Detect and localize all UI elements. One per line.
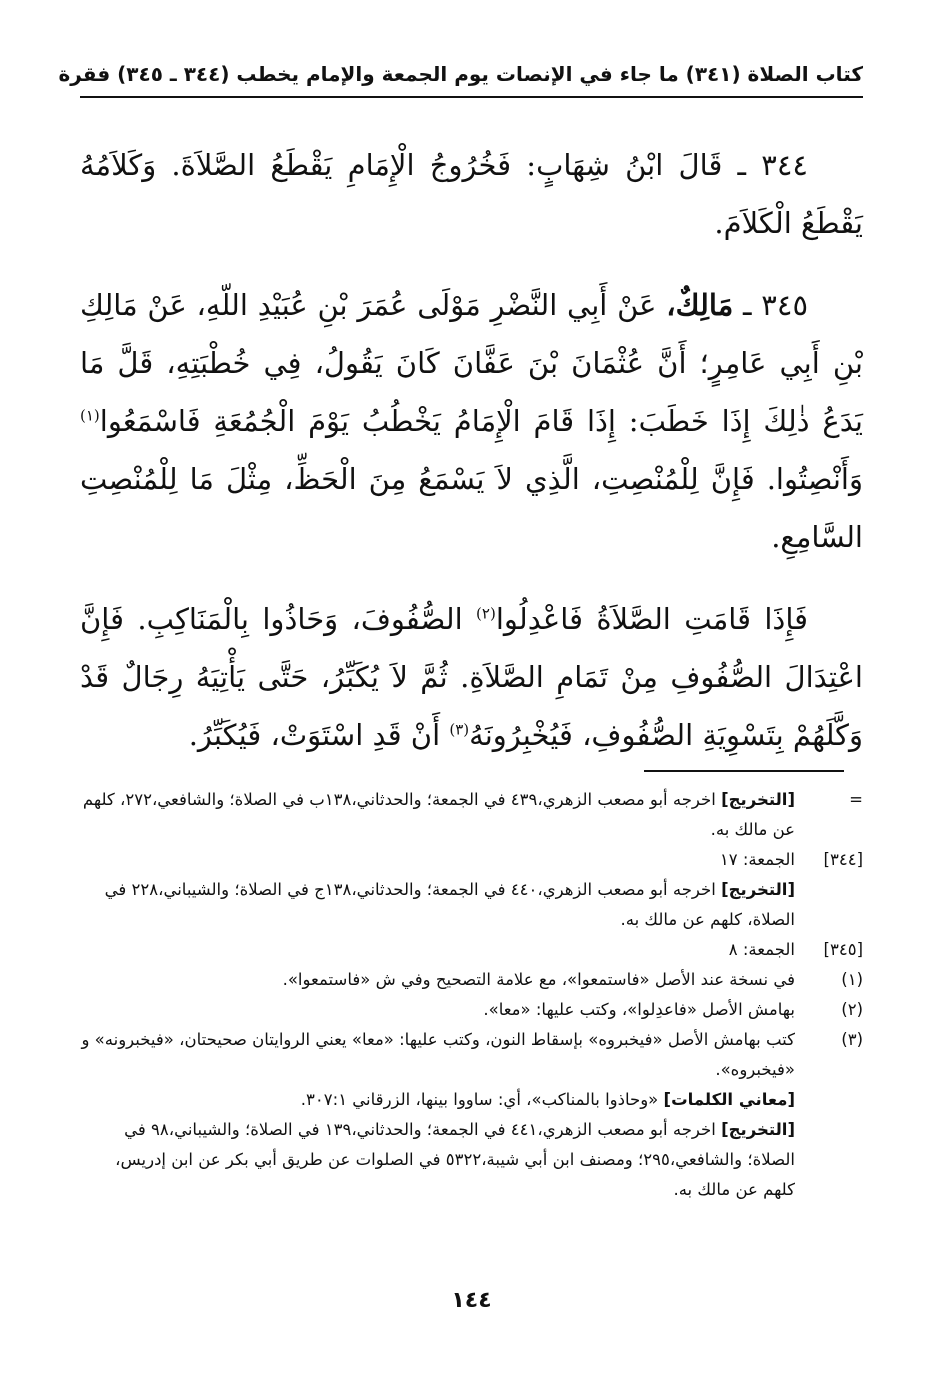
footnote-344-mark: [٣٤٤]: [823, 850, 863, 869]
footnote-3: [80, 1025, 863, 1085]
footnote-3-text: كتب بهامش الأصل «فيخبروه» بإسقاط النون، وكتب عليها: «معا» يعني الروايتان صحيحتان، «فيخبرونه» و «فيخبروه».: [81, 1030, 795, 1079]
takhrij-label: [التخريج]: [721, 790, 795, 809]
header-divider: [80, 96, 863, 98]
main-text: [80, 136, 863, 764]
hadith-number: ٣٤٥ ـ: [743, 288, 809, 322]
page-number: ١٤٤: [451, 1288, 492, 1313]
takhrij-label: [التخريج]: [721, 880, 795, 899]
footnote-2-mark: (٢): [841, 1000, 863, 1019]
footnote-ref-3[interactable]: (٣): [449, 720, 470, 739]
takhrij-text: اخرجه أبو مصعب الزهري،٤٤٠ في الجمعة؛ والحدثاني،١٣٨ج في الصلاة؛ والشيباني،٢٢٨ في الصلاة، كلهم عن مالك به.: [104, 880, 795, 929]
footnote-345-text: الجمعة: ٨: [728, 940, 795, 959]
continuation-mark: =: [849, 790, 863, 809]
footnote-345-mark: [٣٤٥]: [823, 940, 863, 959]
footnote-344-takhrij: [80, 875, 863, 935]
footnote-344: [80, 845, 863, 875]
footnote-345: [80, 935, 863, 965]
paragraph-345: [80, 276, 863, 566]
word-meanings-label: [معاني الكلمات]: [663, 1090, 795, 1109]
footnote-2-text: بهامش الأصل «فاعدِلوا»، وكتب عليها: «معا».: [483, 1000, 795, 1019]
footnote-ref-1[interactable]: (١): [80, 406, 100, 425]
paragraph-344: ٣٤٤ ـ قَالَ ابْنُ شِهَابٍ: فَخُرُوجُ الْإِمَامِ يَقْطَعُ الصَّلاَةَ. وَكَلاَمُهُ يَقْطَعُ الْكَلاَمَ.: [80, 148, 863, 240]
footnote-1-mark: (١): [841, 970, 863, 989]
takhrij-text: اخرجه أبو مصعب الزهري،٤٤١ في الجمعة؛ والحدثاني،١٣٩ في الصلاة؛ والشيباني،٩٨ في الصلاة؛ والشافعي،٢٩٥؛ ومصنف ابن أبي شيبة،٥٣٢٢ في الصلوات عن طريق أبي بكر عن ابن إدريس، كلهم عن مالك به.: [115, 1120, 795, 1199]
footnote-344-text: الجمعة: ١٧: [719, 850, 795, 869]
footnote-ref-2[interactable]: (٢): [476, 604, 496, 623]
hadith-text-e: أَنْ قَدِ اسْتَوَتْ، فَيُكَبِّرُ.: [188, 718, 441, 752]
footnote-2: [80, 995, 863, 1025]
footnote-3-mark: (٣): [841, 1030, 863, 1049]
running-header: كتاب الصلاة (٣٤١) ما جاء في الإنصات يوم الجمعة والإمام يخطب (٣٤٤ ـ ٣٤٥) فقرة: [58, 62, 863, 86]
takhrij-text: اخرجه أبو مصعب الزهري،٤٣٩ في الجمعة؛ والحدثاني،١٣٨ب في الصلاة؛ والشافعي،٢٧٢، كلهم عن مالك به.: [82, 790, 795, 839]
narrator-name: مَالِكٌ،: [666, 288, 734, 322]
footnote-divider: [644, 770, 844, 772]
hadith-text-c: فَإِذَا قَامَتِ الصَّلاَةُ فَاعْدِلُوا: [495, 602, 809, 636]
hadith-text-d: الصُّفُوفَ، وَحَاذُوا بِالْمَنَاكِبِ. فَإِنَّ اعْتِدَالَ الصُّفُوفِ مِنْ تَمَامِ الصَّلاَةِ. ثُمَّ لاَ يُكَبِّرُ، حَتَّى يَأْتِيَهُ رِجَالٌ قَدْ وَكَّلَهُمْ بِتَسْوِيَةِ الصُّفُوفِ، فَيُخْبِرُونَهُ: [80, 602, 863, 752]
footnote-1: [80, 965, 863, 995]
footnote-345-takhrij: [80, 1115, 863, 1205]
footnotes-section: [80, 785, 863, 1205]
paragraph-345-continued: [80, 590, 863, 764]
hadith-text-b: وَأَنْصِتُوا. فَإِنَّ لِلْمُنْصِتِ، الَّذِي لاَ يَسْمَعُ مِنَ الْحَظِّ، مِثْلَ مَا لِلْمُنْصِتِ السَّامِعِ.: [80, 462, 863, 554]
hadith-text-a: عَنْ أَبِي النَّضْرِ مَوْلَى عُمَرَ بْنِ عُبَيْدِ اللّهِ، عَنْ مَالِكِ بْنِ أَبِي عَامِرٍ؛ أَنَّ عُثْمَانَ بْنَ عَفَّانَ كَانَ يَقُولُ، فِي خُطْبَتِهِ، قَلَّ مَا يَدَعُ ذٰلِكَ إِذَا خَطَبَ: إِذَا قَامَ الْإِمَامُ يَخْطُبُ يَوْمَ الْجُمُعَةِ فَاسْمَعُوا: [80, 288, 863, 438]
word-meanings-text: «وحاذوا بالمناكب»، أي: ساووا بينها، الزرقاني ٣٠٧:١.: [300, 1090, 659, 1109]
word-meanings: [80, 1085, 863, 1115]
takhrij-label: [التخريج]: [721, 1120, 795, 1139]
footnote-continuation: [80, 785, 863, 845]
footnote-1-text: في نسخة عند الأصل «فاستمعوا»، مع علامة التصحيح وفي ش «فاستمعوا».: [282, 970, 795, 989]
